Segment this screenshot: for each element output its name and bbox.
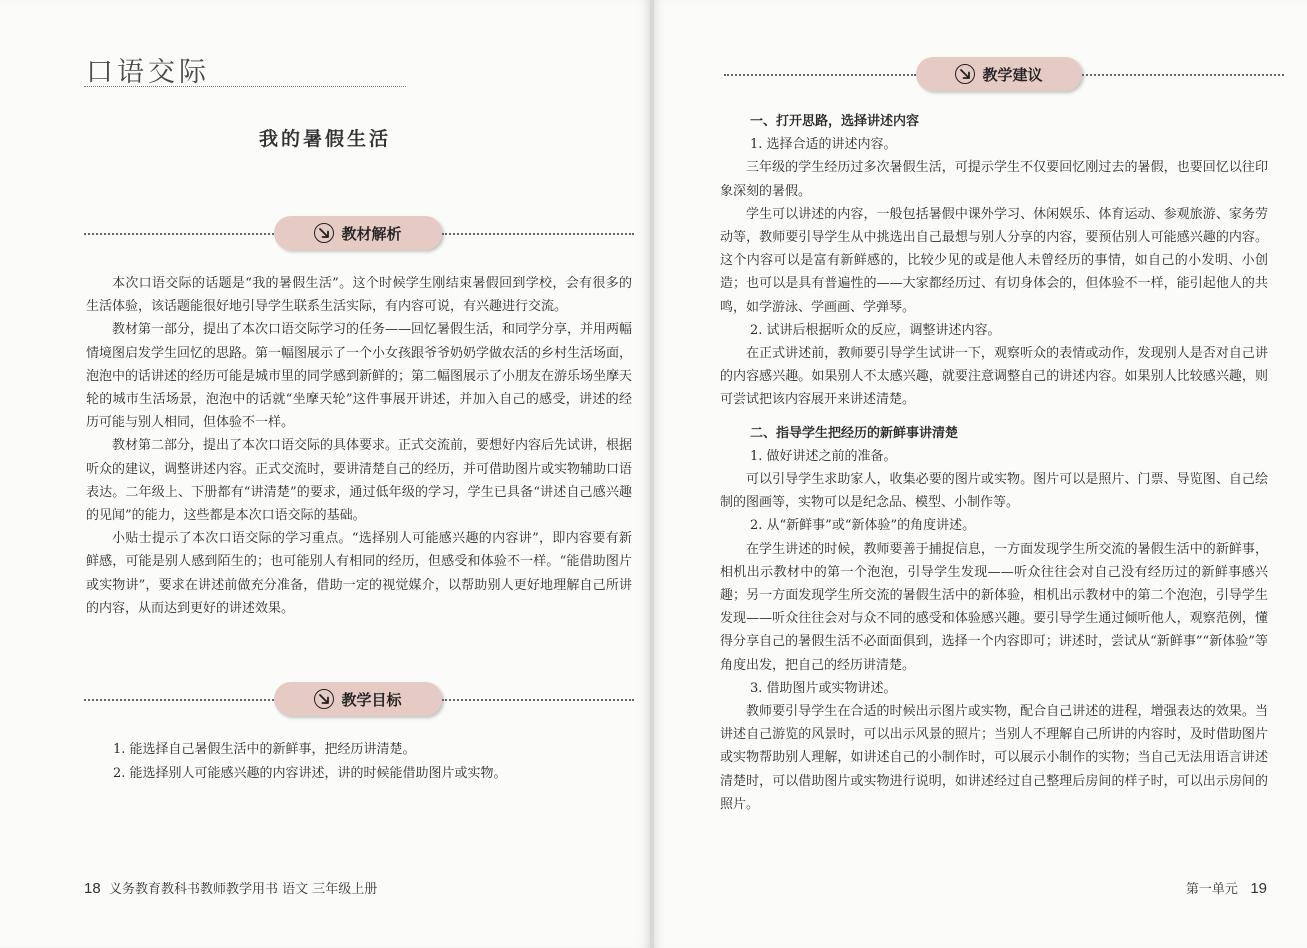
suggestion-paragraph: 学生可以讲述的内容，一般包括暑假中课外学习、休闲娱乐、体育运动、参观旅游、家务劳动等，教师要引导学生从中挑选出自己最想与别人分享的内容，要预估别人可能感兴趣的内容。这个内容可以是富有新鲜感的，比较少见的或是他人未曾经历的事情，如自己的小发明、小创造；也可以是具有普遍性的——大家都经历过、有切身体会的，但体验不一样，能引起他人的共鸣，如学游泳、学画画、学弹琴。	[720, 206, 1268, 315]
suggestion-paragraph: 在学生讲述的时候，教师要善于捕捉信息，一方面发现学生所交流的暑假生活中的新鲜事，相机出示教材中的第一个泡泡，引导学生发现——听众往往会对自己没有经历过的新鲜事感兴趣；另一方面发现学生所交流的暑假生活中的新体验，相机出示教材中的第二个泡泡，引导学生发现——听众往往会对与众不同的感受和体验感兴趣。要引导学生通过倾听他人，观察范例，懂得分享自己的暑假生活不必面面俱到，选择一个内容即可；讲述时，尝试从“新鲜事”“新体验”等角度出发，把自己的经历讲清楚。	[720, 541, 1268, 673]
suggestion-paragraph: 三年级的学生经历过多次暑假生活，可提示学生不仅要回忆刚过去的暑假，也要回忆以往印象深刻的暑假。	[720, 160, 1268, 199]
band-rule-left	[724, 74, 916, 76]
analysis-paragraph: 教材第一部分，提出了本次口语交际学习的任务——回忆暑假生活，和同学分享，并用两幅情境图启发学生回忆的思路。第一幅图展示了一个小女孩跟爷爷奶奶学做农活的乡村生活场面，泡泡中的话讲述的经历可能是城市里的同学感到新鲜的；第二幅图展示了小朋友在游乐场坐摩天轮的城市生活场景，泡泡中的话就“坐摩天轮”这件事展开讲述，并加入自己的感受，讲述的经历可能与别人相同，但体验不一样。	[86, 322, 633, 431]
arrow-circle-icon	[955, 64, 975, 84]
band-label: 教材解析	[341, 224, 402, 243]
section-title: 口语交际	[86, 57, 210, 88]
band-pill	[274, 682, 442, 716]
right-page	[654, 0, 1307, 948]
left-footer	[84, 878, 377, 897]
band-pill	[274, 216, 442, 250]
footer-unit: 第一单元	[1185, 882, 1238, 897]
goal-item: 1. 能选择自己暑假生活中的新鲜事，把经历讲清楚。	[113, 742, 416, 757]
lesson-title: 我的暑假生活	[258, 128, 391, 150]
suggestion-heading: 一、打开思路，选择讲述内容	[750, 114, 920, 129]
arrow-circle-icon	[314, 223, 334, 243]
band-rule-right	[1082, 74, 1284, 76]
suggestion-paragraph: 在正式讲述前，教师要引导学生试讲一下，观察听众的表情或动作，发现别人是否对自己讲的内容感兴趣。如果别人不太感兴趣，就要注意调整自己的讲述内容。如果别人比较感兴趣，则可尝试把该内容展开来讲述清楚。	[720, 346, 1268, 408]
band-pill	[916, 57, 1082, 91]
footer-book-title: 义务教育教科书教师教学用书 语文 三年级上册	[108, 882, 378, 897]
band-label: 教学建议	[982, 65, 1043, 84]
analysis-paragraph: 小贴士提示了本次口语交际的学习重点。“选择别人可能感兴趣的内容讲”，即内容要有新鲜感，可能是别人感到陌生的；也可能别人有相同的经历，但感受和体验不一样。“能借助图片或实物讲”，要求在讲述前做充分准备，借助一定的视觉媒介，以帮助别人更好地理解自己所讲的内容，从而达到更好的讲述效果。	[86, 531, 632, 616]
right-footer	[1186, 878, 1267, 897]
suggestion-subheading: 1. 做好讲述之前的准备。	[750, 448, 897, 464]
band-goals	[84, 682, 634, 716]
band-label: 教学目标	[341, 690, 402, 709]
suggestions-body	[720, 110, 1268, 816]
suggestion-paragraph: 教师要引导学生在合适的时候出示图片或实物，配合自己讲述的进程，增强表达的效果。当讲述自己游览的风景时，可以出示风景的照片；当别人不理解自己所讲的内容时，及时借助图片或实物帮助别人理解，如讲述自己的小制作时，可以展示小制作的实物；当自己无法用语言讲述清楚时，可以借助图片或实物进行说明，如讲述经过自己整理后房间的样子时，可以出示房间的照片。	[720, 704, 1268, 812]
page-number: 19	[1250, 880, 1267, 897]
band-rule-right	[442, 699, 634, 701]
section-title-rule	[84, 86, 406, 87]
band-rule-left	[84, 233, 274, 235]
suggestion-paragraph: 可以引导学生求助家人，收集必要的图片或实物。图片可以是照片、门票、导览图、自己绘制的图画等，实物可以是纪念品、模型、小制作等。	[720, 472, 1268, 511]
page-number: 18	[84, 880, 101, 897]
band-rule-left	[84, 699, 274, 701]
band-suggestions	[724, 57, 1284, 91]
suggestion-subheading: 2. 试讲后根据听众的反应，调整讲述内容。	[750, 322, 1001, 338]
analysis-body	[86, 272, 632, 620]
suggestion-heading: 二、指导学生把经历的新鲜事讲清楚	[750, 425, 959, 441]
suggestion-subheading: 2. 从“新鲜事”或“新体验”的角度讲述。	[750, 518, 976, 534]
analysis-paragraph: 教材第二部分，提出了本次口语交际的具体要求。正式交流前，要想好内容后先试讲，根据听众的建议，调整讲述内容。正式交流时，要讲清楚自己的经历，并可借助图片或实物辅助口语表达。二年级上、下册都有“讲清楚”的要求，通过低年级的学习，学生已具备“讲述自己感兴趣的见闻”的能力，这些都是本次口语交际的基础。	[86, 438, 633, 524]
goal-item: 2. 能选择别人可能感兴趣的内容讲述，讲的时候能借助图片或实物。	[113, 765, 507, 781]
analysis-paragraph: 本次口语交际的话题是“我的暑假生活”。这个时候学生刚结束暑假回到学校，会有很多的生活体验，该话题能很好地引导学生联系生活实际，有内容可说，有兴趣进行交流。	[86, 276, 632, 315]
arrow-circle-icon	[314, 689, 334, 709]
suggestion-subheading: 3. 借助图片或实物讲述。	[750, 680, 897, 696]
band-analysis	[84, 216, 634, 250]
left-page	[0, 0, 650, 948]
suggestion-subheading: 1. 选择合适的讲述内容。	[750, 137, 897, 153]
band-rule-right	[442, 233, 634, 235]
goals-list	[86, 738, 632, 785]
